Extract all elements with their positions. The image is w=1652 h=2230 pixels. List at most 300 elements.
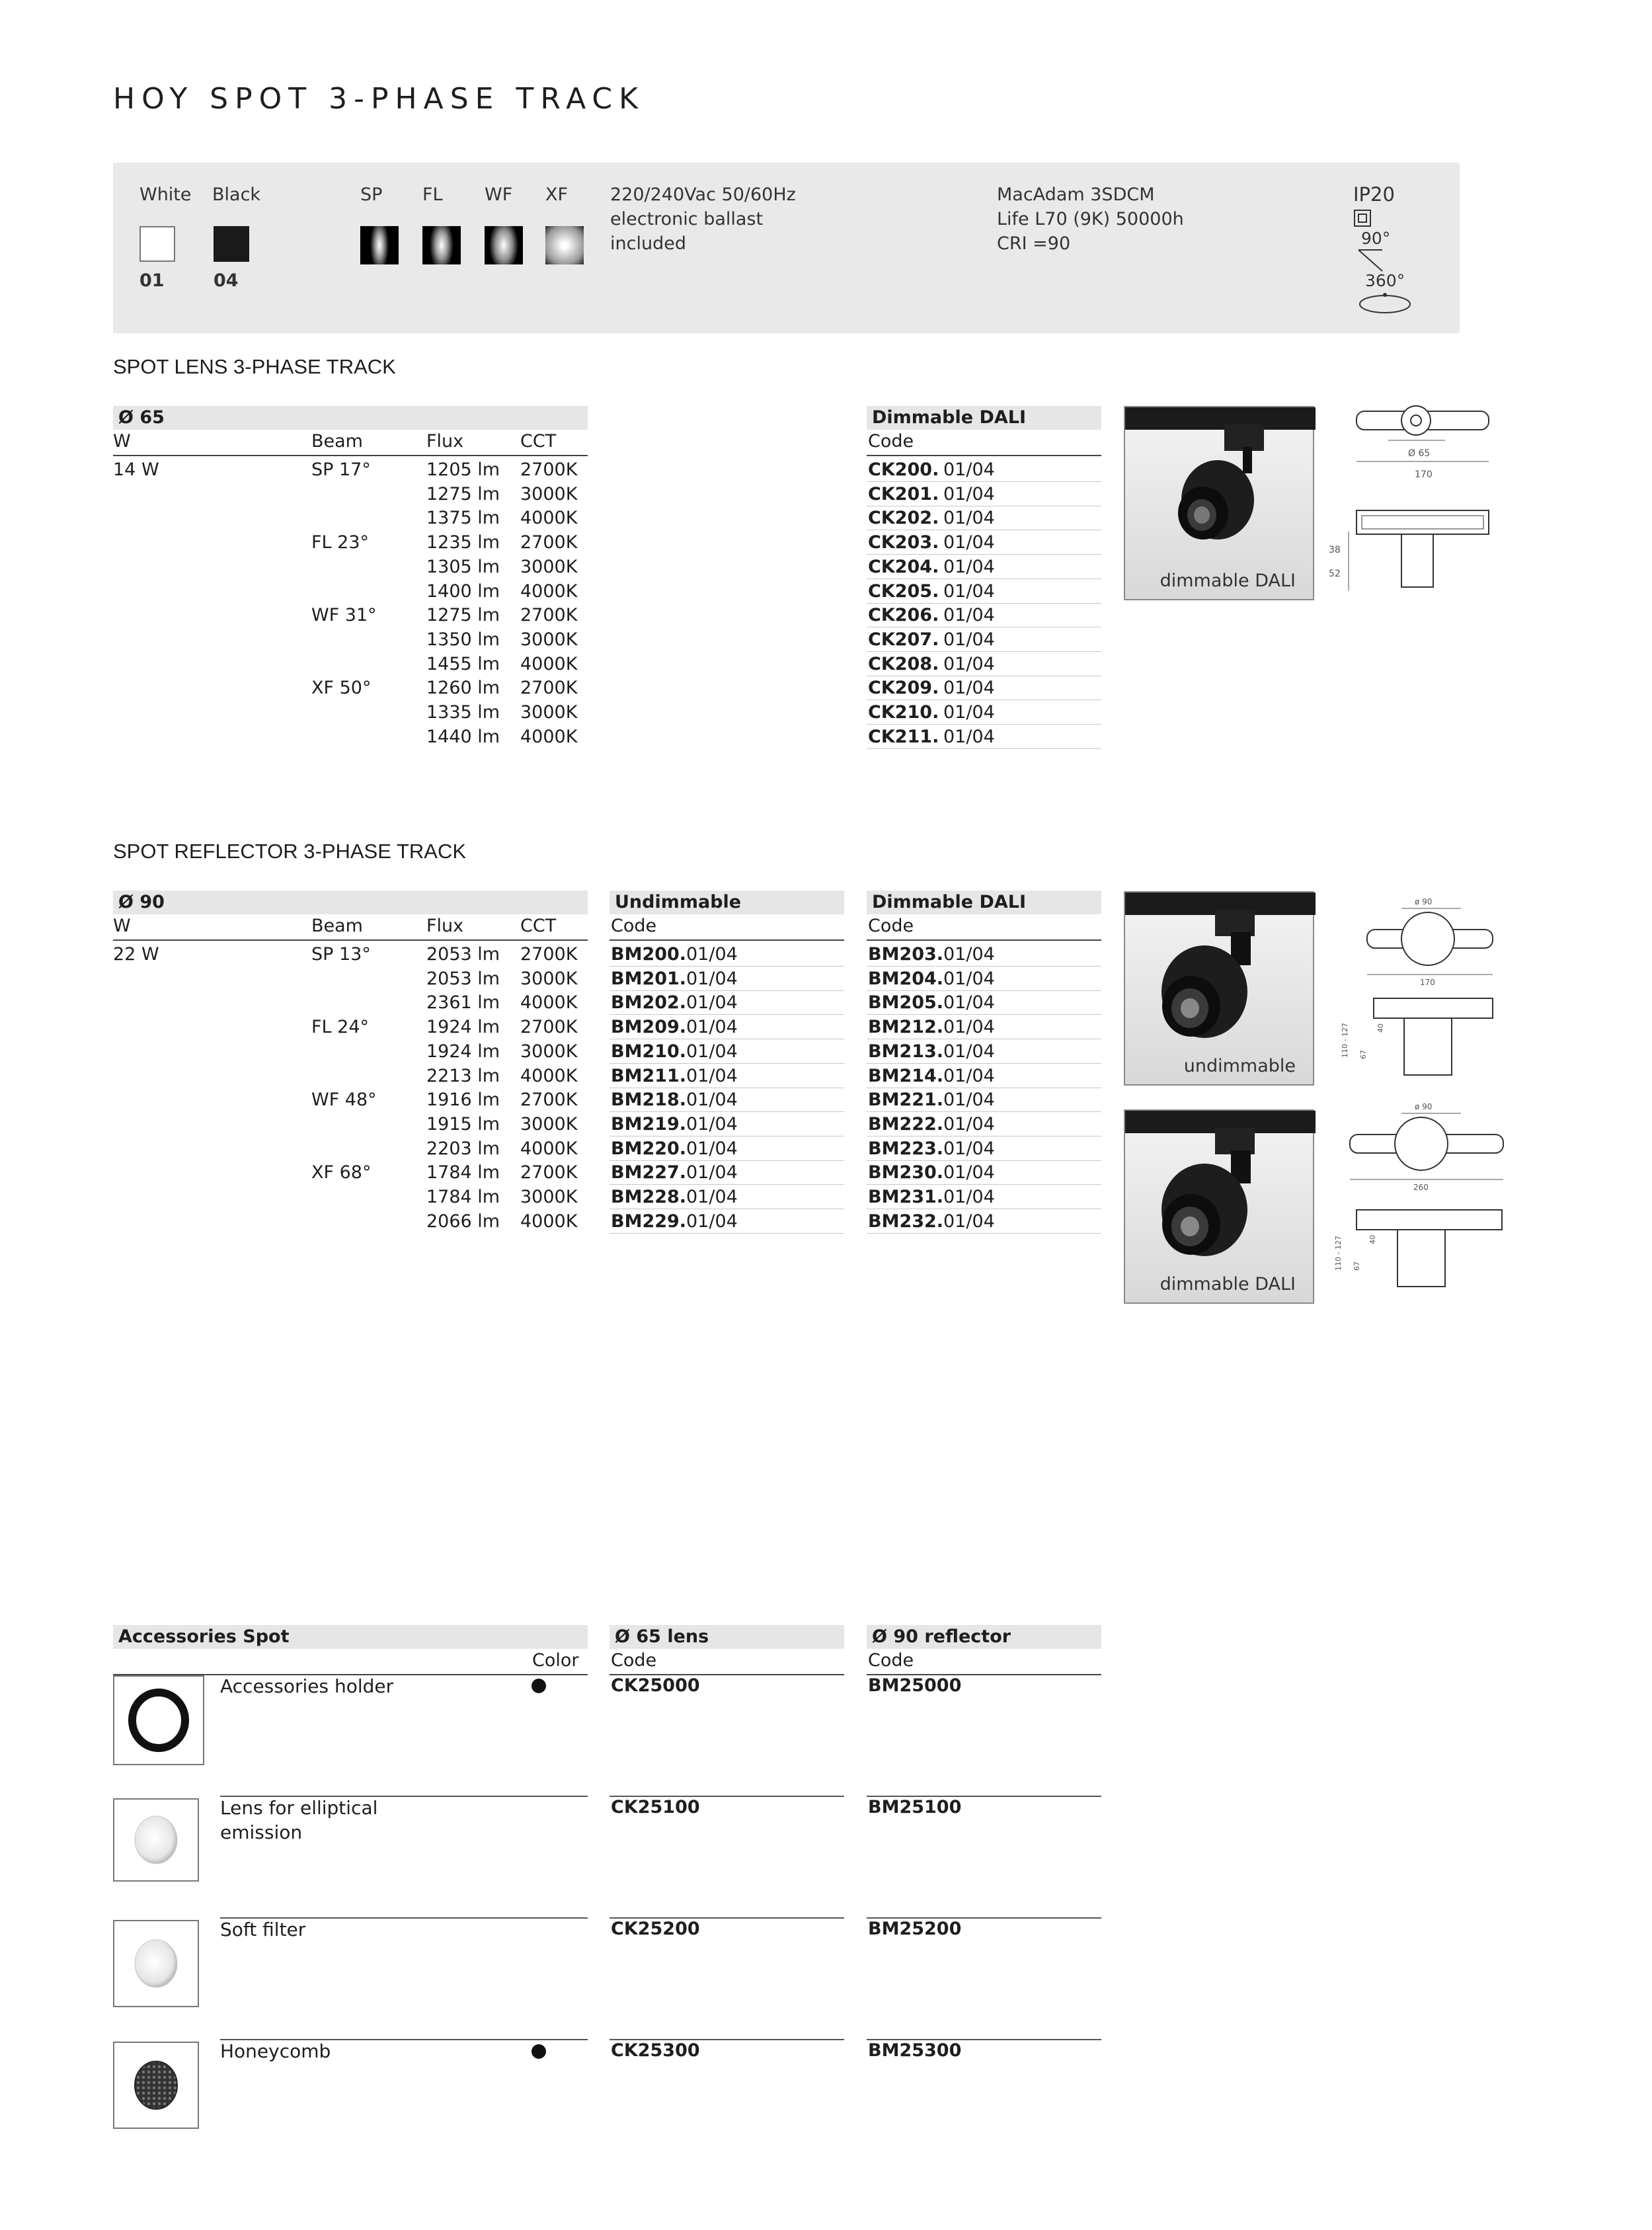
- cell-w: 22 W: [113, 944, 159, 965]
- white-swatch: [139, 226, 175, 262]
- accessory-name: Accessories holder: [220, 1675, 394, 1697]
- code-row: [610, 1209, 844, 1234]
- finish-codes: 01/04: [943, 508, 995, 529]
- code-row: [867, 1015, 1101, 1039]
- soft-filter-image: [113, 1920, 199, 2007]
- acc-lens-header-block: [610, 1625, 844, 1678]
- lens-section-title: SPOT LENS 3-PHASE TRACK: [113, 355, 396, 378]
- header-rule: [867, 939, 1101, 941]
- dim-h1: 110 - 127: [1341, 1023, 1349, 1058]
- finish-codes: 01/04: [943, 1162, 995, 1183]
- table-row: [113, 627, 588, 652]
- code-label: Code: [868, 916, 914, 936]
- acc-refl-code: BM25200: [868, 1919, 962, 1939]
- beam-fl-label: FL: [422, 184, 443, 205]
- product-code: CK203.: [868, 532, 939, 553]
- finish-codes: 01/04: [943, 678, 995, 699]
- color-label: Color: [532, 1650, 579, 1671]
- col-w: W: [113, 431, 131, 452]
- product-code: CK202.: [868, 508, 939, 529]
- dim-diameter: Ø 65: [1408, 448, 1431, 459]
- code-row: [867, 1136, 1101, 1161]
- rotation-icon: [1357, 290, 1414, 316]
- cell-flux: 2053 lm: [426, 968, 500, 989]
- product-code: BM209.: [611, 1017, 687, 1038]
- acc-refl-code: BM25000: [868, 1675, 962, 1696]
- table-row: [113, 1136, 588, 1161]
- dim-diameter: ø 90: [1415, 1102, 1433, 1111]
- product-code: BM219.: [611, 1113, 687, 1135]
- table-row: [113, 942, 588, 967]
- reflector-undim-dimension-drawing: [1335, 893, 1520, 1084]
- product-code: BM218.: [611, 1090, 687, 1111]
- reflector-dali-photo: [1124, 1109, 1314, 1304]
- code-row: [867, 1039, 1101, 1064]
- spec-info-box: [113, 163, 1460, 333]
- finish-codes: 01/04: [943, 1017, 995, 1038]
- acc-lens-code: CK25100: [611, 1797, 700, 1817]
- photometric-line-2: Life L70 (9K) 50000h: [997, 209, 1184, 229]
- code-row: [867, 627, 1101, 652]
- product-code: CK206.: [868, 605, 939, 626]
- cell-flux: 1375 lm: [426, 508, 500, 529]
- dim-h2: 40: [1376, 1023, 1385, 1033]
- table-row: [113, 1185, 588, 1209]
- cell-flux: 1784 lm: [426, 1187, 500, 1207]
- cell-beam: SP 17°: [311, 459, 371, 480]
- table-row: [113, 579, 588, 604]
- cell-cct: 3000K: [520, 1041, 578, 1062]
- code-row: [867, 652, 1101, 676]
- code-label: Code: [868, 1650, 914, 1671]
- finish-white-code: 01: [139, 270, 165, 291]
- accessories-holder-image: [113, 1675, 204, 1765]
- cell-flux: 1235 lm: [426, 532, 500, 553]
- cell-beam: XF 68°: [311, 1162, 372, 1183]
- finish-codes: 01/04: [943, 459, 995, 480]
- dim-h3: 67: [1353, 1261, 1361, 1271]
- dim-h2: 40: [1368, 1235, 1377, 1244]
- beam-sp-icon: [360, 226, 399, 264]
- acc-lens-code: CK25300: [611, 2040, 700, 2061]
- product-code: CK210.: [868, 702, 939, 723]
- table-row: [113, 482, 588, 506]
- soft-filter-icon: [114, 1921, 198, 2006]
- accessory-name: Lens for elliptical emission: [220, 1797, 378, 1843]
- photo-caption: dimmable DALI: [1160, 571, 1296, 591]
- cell-cct: 4000K: [520, 726, 578, 747]
- table-row: [113, 1112, 588, 1136]
- lens-dali-header: [867, 406, 1101, 430]
- accessories-header: [113, 1625, 588, 1649]
- reflector-diameter: Ø 90: [118, 892, 165, 912]
- product-code: BM201.: [611, 968, 687, 989]
- code-row: [867, 555, 1101, 579]
- col-beam: Beam: [311, 431, 363, 452]
- finish-codes: 01/04: [943, 483, 995, 504]
- cell-flux: 1400 lm: [426, 580, 500, 602]
- photometric-line-1: MacAdam 3SDCM: [997, 184, 1155, 205]
- code-row: [610, 1160, 844, 1185]
- table-row: [113, 652, 588, 676]
- cell-cct: 3000K: [520, 702, 578, 723]
- code-row: [867, 967, 1101, 991]
- table-row: [113, 1160, 588, 1185]
- code-label: Code: [868, 431, 914, 452]
- cell-cct: 2700K: [520, 1017, 578, 1038]
- cell-cct: 3000K: [520, 629, 578, 650]
- dim-h1: 110 - 127: [1334, 1236, 1343, 1271]
- code-row: [610, 1136, 844, 1161]
- electrical-line-1: 220/240Vac 50/60Hz: [610, 184, 796, 205]
- code-row: [610, 1015, 844, 1039]
- accessories-title: Accessories Spot: [118, 1626, 290, 1647]
- product-code: BM205.: [868, 992, 944, 1014]
- finish-codes: 01/04: [943, 1041, 995, 1062]
- acc-lens-code: CK25200: [611, 1919, 700, 1939]
- code-row: [610, 990, 844, 1015]
- code-row: [867, 506, 1101, 530]
- col-cct: CCT: [520, 916, 557, 936]
- cell-flux: 1440 lm: [426, 726, 500, 747]
- black-swatch: [214, 226, 249, 262]
- acc-lens-header: [610, 1625, 844, 1649]
- elliptical-lens-icon: [114, 1800, 198, 1880]
- finish-codes: 01/04: [686, 1138, 738, 1159]
- rotation-angle: 360°: [1365, 271, 1405, 290]
- table-row: [113, 1088, 588, 1112]
- table-row: [113, 725, 588, 749]
- holder-ring-icon: [114, 1677, 203, 1764]
- reflector-dali-header: [867, 891, 1101, 914]
- col-w: W: [113, 916, 131, 936]
- cell-cct: 4000K: [520, 508, 578, 529]
- header-rule: [610, 939, 844, 941]
- code-row: [867, 1209, 1101, 1234]
- photo-caption: undimmable: [1183, 1056, 1296, 1076]
- cell-beam: WF 48°: [311, 1090, 377, 1111]
- beam-xf-label: XF: [545, 184, 569, 205]
- accessory-name: Honeycomb: [220, 2040, 331, 2062]
- photo-caption: dimmable DALI: [1160, 1274, 1296, 1294]
- product-code: BM200.: [611, 944, 687, 965]
- cell-cct: 3000K: [520, 1187, 578, 1207]
- finish-codes: 01/04: [943, 702, 995, 723]
- lens-product-photo: [1124, 406, 1314, 600]
- cell-flux: 1305 lm: [426, 556, 500, 577]
- code-row: [867, 1185, 1101, 1209]
- finish-black-label: Black: [212, 184, 261, 205]
- col-flux: Flux: [426, 916, 464, 936]
- table-row: [113, 676, 588, 700]
- cell-w: 14 W: [113, 459, 159, 480]
- product-code: CK209.: [868, 678, 939, 699]
- cell-flux: 1335 lm: [426, 702, 500, 723]
- cell-flux: 1275 lm: [426, 483, 500, 504]
- product-code: BM212.: [868, 1017, 944, 1038]
- cell-beam: FL 24°: [311, 1017, 370, 1038]
- table-row: [113, 1039, 588, 1064]
- code-row: [610, 967, 844, 991]
- undim-title: Undimmable: [615, 892, 742, 912]
- finish-codes: 01/04: [943, 580, 995, 602]
- electrical-line-3: included: [610, 233, 686, 254]
- cell-beam: XF 50°: [311, 678, 372, 699]
- table-row: [113, 555, 588, 579]
- finish-codes: 01/04: [943, 1090, 995, 1111]
- product-code: BM222.: [868, 1113, 944, 1135]
- finish-codes: 01/04: [943, 1187, 995, 1207]
- cell-cct: 2700K: [520, 459, 578, 480]
- finish-codes: 01/04: [686, 1113, 738, 1135]
- code-row: [867, 700, 1101, 725]
- cell-cct: 4000K: [520, 992, 578, 1014]
- cell-cct: 2700K: [520, 678, 578, 699]
- acc-refl-header-block: [867, 1625, 1101, 1678]
- product-code: CK204.: [868, 556, 939, 577]
- code-row: [867, 1112, 1101, 1136]
- finish-codes: 01/04: [943, 944, 995, 965]
- finish-codes: 01/04: [943, 1138, 995, 1159]
- cell-flux: 1924 lm: [426, 1017, 500, 1038]
- product-code: BM227.: [611, 1162, 687, 1183]
- cell-flux: 2066 lm: [426, 1211, 500, 1232]
- cell-beam: FL 23°: [311, 532, 370, 553]
- cell-cct: 3000K: [520, 968, 578, 989]
- product-code: BM214.: [868, 1065, 944, 1086]
- code-row: [867, 676, 1101, 700]
- finish-codes: 01/04: [943, 992, 995, 1014]
- accessory-name: Soft filter: [220, 1919, 306, 1940]
- lens-diameter: Ø 65: [118, 407, 165, 428]
- cell-cct: 4000K: [520, 653, 578, 674]
- cell-flux: 2361 lm: [426, 992, 500, 1014]
- code-row: [867, 603, 1101, 627]
- reflector-dali-dimension-drawing: [1335, 1097, 1520, 1296]
- finish-codes: 01/04: [943, 653, 995, 674]
- dim-diameter: ø 90: [1415, 897, 1433, 906]
- code-row: [610, 1185, 844, 1209]
- tilt-angle: 90°: [1361, 229, 1391, 248]
- cell-flux: 1205 lm: [426, 459, 500, 480]
- finish-codes: 01/04: [686, 968, 738, 989]
- finish-codes: 01/04: [686, 1162, 738, 1183]
- cell-cct: 2700K: [520, 532, 578, 553]
- beam-xf-icon: [545, 226, 584, 264]
- dim-h3: 67: [1359, 1050, 1368, 1059]
- accessories-header-block: [113, 1625, 588, 1678]
- acc-lens-code: CK25000: [611, 1675, 700, 1696]
- product-code: BM213.: [868, 1041, 944, 1062]
- cell-beam: WF 31°: [311, 605, 377, 626]
- reflector-spec-table: [113, 891, 588, 1234]
- honeycomb-image: [113, 2042, 199, 2129]
- acc-refl-code: BM25300: [868, 2040, 962, 2061]
- finish-codes: 01/04: [686, 1187, 738, 1207]
- code-row: [867, 942, 1101, 967]
- table-row: [113, 700, 588, 725]
- header-rule: [113, 939, 588, 941]
- cell-cct: 2700K: [520, 605, 578, 626]
- product-code: BM203.: [868, 944, 944, 965]
- dim-length: 260: [1413, 1183, 1429, 1192]
- cell-cct: 3000K: [520, 556, 578, 577]
- cell-flux: 1275 lm: [426, 605, 500, 626]
- elliptical-lens-image: [113, 1798, 199, 1882]
- dim-length: 170: [1415, 469, 1433, 480]
- lens-dimension-drawing: [1322, 399, 1507, 591]
- electrical-line-2: electronic ballast: [610, 209, 764, 229]
- lens-spec-table: [113, 406, 588, 750]
- code-row: [610, 1088, 844, 1112]
- page-title: HOY SPOT 3-PHASE TRACK: [113, 82, 645, 116]
- finish-codes: 01/04: [943, 1113, 995, 1135]
- dim-h2: 52: [1329, 569, 1341, 579]
- product-code: BM210.: [611, 1041, 687, 1062]
- code-row: [610, 1112, 844, 1136]
- dim-length: 170: [1420, 978, 1435, 987]
- code-row: [867, 1088, 1101, 1112]
- cell-cct: 4000K: [520, 1065, 578, 1086]
- lens-dali-codes: [867, 406, 1101, 750]
- finish-codes: 01/04: [943, 968, 995, 989]
- acc-lens-title: Ø 65 lens: [615, 1626, 709, 1647]
- code-row: [867, 1160, 1101, 1185]
- product-code: BM231.: [868, 1187, 944, 1207]
- code-row: [867, 482, 1101, 506]
- acc-refl-code: BM25100: [868, 1797, 962, 1817]
- product-code: BM220.: [611, 1138, 687, 1159]
- col-beam: Beam: [311, 916, 363, 936]
- code-row: [867, 530, 1101, 555]
- honeycomb-icon: [114, 2043, 198, 2128]
- finish-codes: 01/04: [943, 556, 995, 577]
- cell-cct: 3000K: [520, 1113, 578, 1135]
- beam-wf-icon: [485, 226, 523, 264]
- cell-flux: 1455 lm: [426, 653, 500, 674]
- table-row: [113, 506, 588, 530]
- finish-white-label: White: [139, 184, 192, 205]
- color-black-dot: [531, 2044, 546, 2059]
- cell-cct: 2700K: [520, 944, 578, 965]
- code-row: [867, 990, 1101, 1015]
- cell-cct: 2700K: [520, 1162, 578, 1183]
- code-label: Code: [611, 1650, 657, 1671]
- table-row: [113, 1209, 588, 1234]
- product-code: CK208.: [868, 653, 939, 674]
- cell-flux: 1260 lm: [426, 678, 500, 699]
- cell-cct: 4000K: [520, 580, 578, 602]
- table-row: [113, 530, 588, 555]
- finish-codes: 01/04: [686, 1041, 738, 1062]
- finish-codes: 01/04: [686, 1065, 738, 1086]
- product-code: CK211.: [868, 726, 939, 747]
- cell-cct: 4000K: [520, 1138, 578, 1159]
- product-code: CK201.: [868, 483, 939, 504]
- finish-codes: 01/04: [686, 944, 738, 965]
- reflector-table-header: [113, 891, 588, 914]
- cell-flux: 2053 lm: [426, 944, 500, 965]
- cell-cct: 2700K: [520, 1090, 578, 1111]
- col-flux: Flux: [426, 431, 464, 452]
- finish-codes: 01/04: [686, 992, 738, 1014]
- product-code: BM230.: [868, 1162, 944, 1183]
- finish-codes: 01/04: [943, 1065, 995, 1086]
- product-code: CK207.: [868, 629, 939, 650]
- header-rule: [867, 455, 1101, 456]
- beam-fl-icon: [422, 226, 461, 264]
- product-code: BM223.: [868, 1138, 944, 1159]
- finish-black-code: 04: [214, 270, 239, 291]
- finish-codes: 01/04: [943, 629, 995, 650]
- product-code: CK205.: [868, 580, 939, 602]
- lens-table-header: [113, 406, 588, 430]
- color-black-dot: [531, 1679, 546, 1693]
- code-label: Code: [611, 916, 657, 936]
- finish-codes: 01/04: [686, 1017, 738, 1038]
- undim-header: [610, 891, 844, 914]
- acc-refl-title: Ø 90 reflector: [872, 1626, 1011, 1647]
- acc-refl-header: [867, 1625, 1101, 1649]
- header-rule: [113, 455, 588, 456]
- product-code: BM221.: [868, 1090, 944, 1111]
- cell-beam: SP 13°: [311, 944, 371, 965]
- photometric-line-3: CRI =90: [997, 233, 1071, 254]
- col-cct: CCT: [520, 431, 557, 452]
- code-row: [867, 579, 1101, 604]
- finish-codes: 01/04: [686, 1211, 738, 1232]
- code-row: [867, 1064, 1101, 1088]
- cell-flux: 2213 lm: [426, 1065, 500, 1086]
- reflector-undim-photo: [1124, 891, 1314, 1086]
- product-code: BM202.: [611, 992, 687, 1014]
- cell-flux: 1915 lm: [426, 1113, 500, 1135]
- finish-codes: 01/04: [686, 1090, 738, 1111]
- reflector-undim-codes: [610, 891, 844, 1234]
- table-row: [113, 990, 588, 1015]
- finish-codes: 01/04: [943, 532, 995, 553]
- lens-dali-title: Dimmable DALI: [872, 407, 1027, 428]
- beam-sp-label: SP: [360, 184, 383, 205]
- cell-cct: 3000K: [520, 483, 578, 504]
- code-row: [610, 1039, 844, 1064]
- code-row: [867, 458, 1101, 482]
- reflector-dali-title: Dimmable DALI: [872, 892, 1027, 912]
- cell-flux: 1916 lm: [426, 1090, 500, 1111]
- table-row: [113, 1015, 588, 1039]
- finish-codes: 01/04: [943, 605, 995, 626]
- product-code: BM204.: [868, 968, 944, 989]
- ip-rating: IP20: [1353, 183, 1395, 206]
- cell-flux: 1924 lm: [426, 1041, 500, 1062]
- finish-codes: 01/04: [943, 726, 995, 747]
- product-code: BM211.: [611, 1065, 687, 1086]
- product-code: CK200.: [868, 459, 939, 480]
- beam-wf-label: WF: [485, 184, 513, 205]
- product-code: BM228.: [611, 1187, 687, 1207]
- table-row: [113, 967, 588, 991]
- table-row: [113, 603, 588, 627]
- cell-flux: 1784 lm: [426, 1162, 500, 1183]
- reflector-section-title: SPOT REFLECTOR 3-PHASE TRACK: [113, 840, 467, 863]
- dim-h1: 38: [1329, 545, 1341, 555]
- product-code: BM232.: [868, 1211, 944, 1232]
- code-row: [610, 942, 844, 967]
- cell-flux: 1350 lm: [426, 629, 500, 650]
- reflector-dali-codes: [867, 891, 1101, 1234]
- cell-flux: 2203 lm: [426, 1138, 500, 1159]
- finish-codes: 01/04: [943, 1211, 995, 1232]
